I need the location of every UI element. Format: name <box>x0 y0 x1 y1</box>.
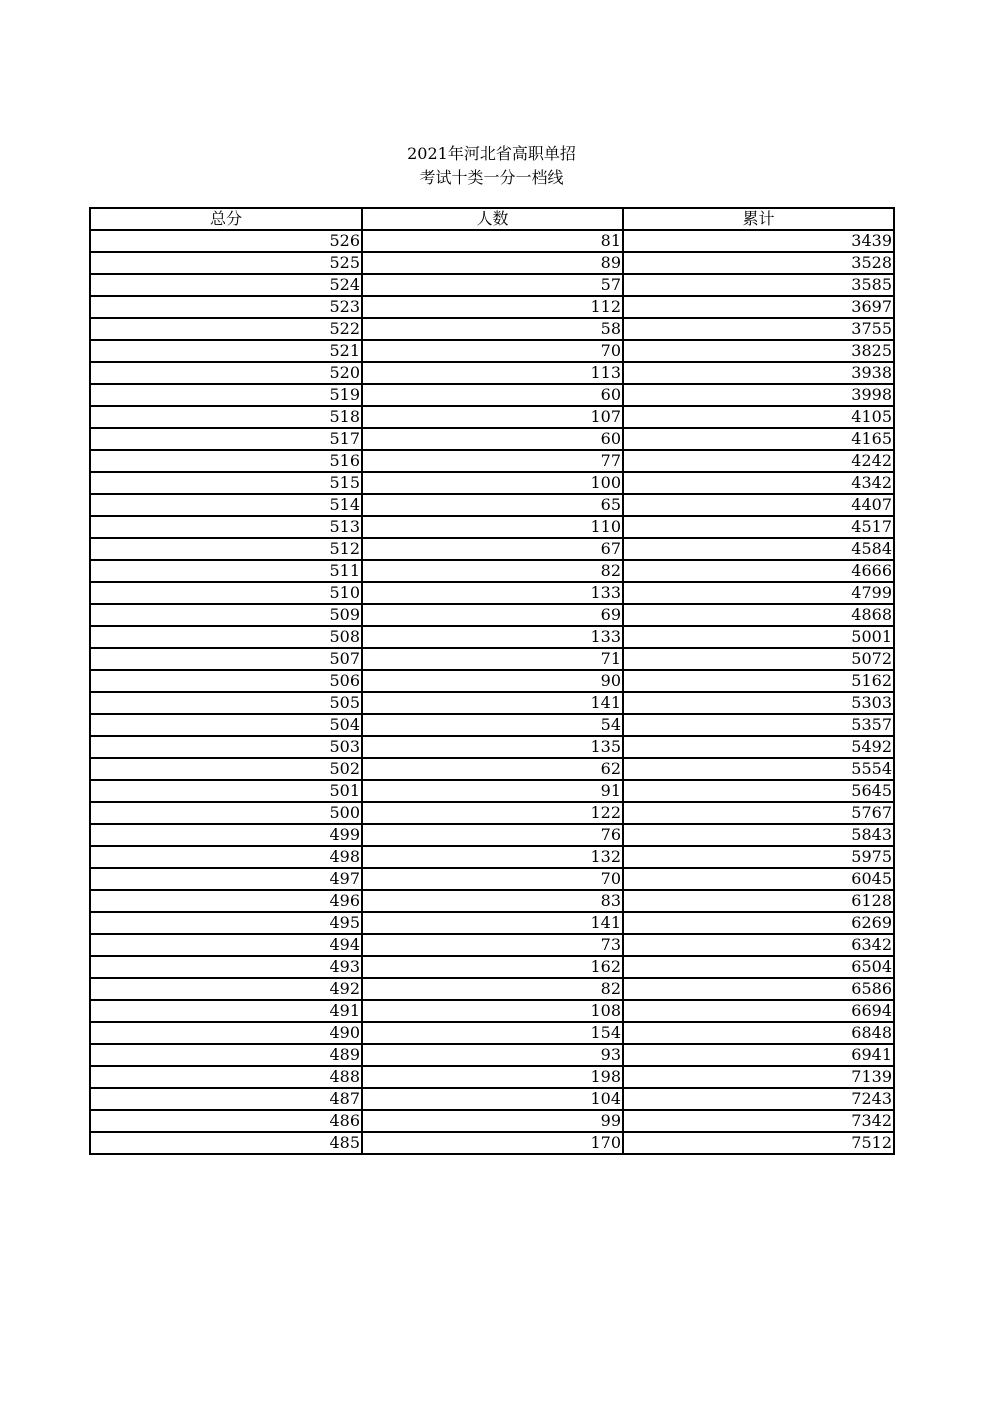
table-row <box>90 516 894 538</box>
cell-cumulative: 7243 <box>623 1088 894 1110</box>
cell-count: 57 <box>362 274 623 296</box>
cell-count: 104 <box>362 1088 623 1110</box>
cell-count: 93 <box>362 1044 623 1066</box>
table-row <box>90 362 894 384</box>
table-row <box>90 384 894 406</box>
cell-cumulative: 4799 <box>623 582 894 604</box>
cell-total-score: 499 <box>90 824 362 846</box>
score-distribution-table <box>89 207 895 1155</box>
table-row <box>90 318 894 340</box>
cell-count: 113 <box>362 362 623 384</box>
cell-total-score: 519 <box>90 384 362 406</box>
cell-total-score: 486 <box>90 1110 362 1132</box>
table-row <box>90 692 894 714</box>
cell-cumulative: 5767 <box>623 802 894 824</box>
cell-count: 198 <box>362 1066 623 1088</box>
cell-count: 67 <box>362 538 623 560</box>
cell-total-score: 526 <box>90 230 362 252</box>
title-line-2: 考试十类一分一档线 <box>419 168 564 187</box>
table-row <box>90 450 894 472</box>
cell-cumulative: 5072 <box>623 648 894 670</box>
cell-cumulative: 4242 <box>623 450 894 472</box>
cell-total-score: 495 <box>90 912 362 934</box>
table-row <box>90 648 894 670</box>
table-row <box>90 802 894 824</box>
cell-total-score: 503 <box>90 736 362 758</box>
cell-total-score: 511 <box>90 560 362 582</box>
cell-total-score: 500 <box>90 802 362 824</box>
cell-count: 73 <box>362 934 623 956</box>
cell-cumulative: 3998 <box>623 384 894 406</box>
cell-total-score: 494 <box>90 934 362 956</box>
table-row <box>90 1132 894 1154</box>
cell-total-score: 496 <box>90 890 362 912</box>
cell-count: 107 <box>362 406 623 428</box>
table-row <box>90 978 894 1000</box>
cell-count: 54 <box>362 714 623 736</box>
header-total-score: 总分 <box>90 208 362 230</box>
title-line-1: 2021年河北省高职单招 <box>407 144 576 163</box>
cell-total-score: 517 <box>90 428 362 450</box>
cell-cumulative: 5357 <box>623 714 894 736</box>
cell-cumulative: 7342 <box>623 1110 894 1132</box>
cell-count: 65 <box>362 494 623 516</box>
cell-total-score: 497 <box>90 868 362 890</box>
cell-total-score: 516 <box>90 450 362 472</box>
cell-count: 76 <box>362 824 623 846</box>
cell-total-score: 492 <box>90 978 362 1000</box>
cell-count: 71 <box>362 648 623 670</box>
table-row <box>90 780 894 802</box>
cell-cumulative: 6848 <box>623 1022 894 1044</box>
cell-cumulative: 3439 <box>623 230 894 252</box>
cell-count: 141 <box>362 912 623 934</box>
cell-cumulative: 5645 <box>623 780 894 802</box>
table-row <box>90 758 894 780</box>
table-row <box>90 1066 894 1088</box>
table-row <box>90 1000 894 1022</box>
cell-total-score: 523 <box>90 296 362 318</box>
cell-cumulative: 3528 <box>623 252 894 274</box>
table-row <box>90 890 894 912</box>
cell-total-score: 502 <box>90 758 362 780</box>
table-row <box>90 714 894 736</box>
table-row <box>90 824 894 846</box>
cell-cumulative: 5492 <box>623 736 894 758</box>
cell-count: 133 <box>362 582 623 604</box>
table-row <box>90 560 894 582</box>
table-header-row <box>90 208 894 230</box>
cell-count: 132 <box>362 846 623 868</box>
cell-total-score: 520 <box>90 362 362 384</box>
cell-total-score: 510 <box>90 582 362 604</box>
cell-cumulative: 3938 <box>623 362 894 384</box>
cell-total-score: 508 <box>90 626 362 648</box>
cell-count: 81 <box>362 230 623 252</box>
cell-total-score: 521 <box>90 340 362 362</box>
cell-cumulative: 3585 <box>623 274 894 296</box>
cell-cumulative: 3825 <box>623 340 894 362</box>
header-cumulative: 累计 <box>623 208 894 230</box>
cell-count: 82 <box>362 978 623 1000</box>
cell-count: 60 <box>362 428 623 450</box>
table-row <box>90 296 894 318</box>
cell-cumulative: 4584 <box>623 538 894 560</box>
cell-count: 112 <box>362 296 623 318</box>
cell-count: 100 <box>362 472 623 494</box>
cell-count: 91 <box>362 780 623 802</box>
cell-total-score: 491 <box>90 1000 362 1022</box>
table-row <box>90 846 894 868</box>
cell-count: 62 <box>362 758 623 780</box>
cell-cumulative: 5975 <box>623 846 894 868</box>
cell-total-score: 522 <box>90 318 362 340</box>
cell-cumulative: 4165 <box>623 428 894 450</box>
cell-total-score: 524 <box>90 274 362 296</box>
cell-cumulative: 5001 <box>623 626 894 648</box>
cell-cumulative: 6586 <box>623 978 894 1000</box>
cell-count: 69 <box>362 604 623 626</box>
cell-total-score: 515 <box>90 472 362 494</box>
cell-total-score: 505 <box>90 692 362 714</box>
cell-count: 141 <box>362 692 623 714</box>
cell-cumulative: 6045 <box>623 868 894 890</box>
cell-cumulative: 7512 <box>623 1132 894 1154</box>
cell-count: 154 <box>362 1022 623 1044</box>
table-row <box>90 494 894 516</box>
document-title <box>90 142 893 190</box>
table-row <box>90 428 894 450</box>
cell-total-score: 506 <box>90 670 362 692</box>
cell-count: 60 <box>362 384 623 406</box>
table-body <box>90 230 894 1154</box>
cell-count: 58 <box>362 318 623 340</box>
header-count: 人数 <box>362 208 623 230</box>
cell-count: 70 <box>362 868 623 890</box>
cell-count: 89 <box>362 252 623 274</box>
table-row <box>90 538 894 560</box>
table-row <box>90 912 894 934</box>
table-row <box>90 472 894 494</box>
cell-cumulative: 4105 <box>623 406 894 428</box>
table-row <box>90 340 894 362</box>
table-row <box>90 1088 894 1110</box>
table-row <box>90 736 894 758</box>
cell-count: 83 <box>362 890 623 912</box>
cell-total-score: 507 <box>90 648 362 670</box>
table-row <box>90 626 894 648</box>
cell-cumulative: 4342 <box>623 472 894 494</box>
cell-total-score: 513 <box>90 516 362 538</box>
cell-count: 82 <box>362 560 623 582</box>
cell-cumulative: 5162 <box>623 670 894 692</box>
cell-cumulative: 4517 <box>623 516 894 538</box>
table-row <box>90 604 894 626</box>
cell-cumulative: 6504 <box>623 956 894 978</box>
cell-cumulative: 3755 <box>623 318 894 340</box>
cell-cumulative: 7139 <box>623 1066 894 1088</box>
cell-total-score: 485 <box>90 1132 362 1154</box>
table-row <box>90 956 894 978</box>
table-row <box>90 252 894 274</box>
cell-count: 122 <box>362 802 623 824</box>
cell-cumulative: 5843 <box>623 824 894 846</box>
cell-total-score: 490 <box>90 1022 362 1044</box>
cell-total-score: 488 <box>90 1066 362 1088</box>
table-row <box>90 1022 894 1044</box>
cell-total-score: 525 <box>90 252 362 274</box>
cell-count: 133 <box>362 626 623 648</box>
cell-cumulative: 4407 <box>623 494 894 516</box>
cell-total-score: 501 <box>90 780 362 802</box>
cell-count: 77 <box>362 450 623 472</box>
cell-cumulative: 5554 <box>623 758 894 780</box>
cell-total-score: 514 <box>90 494 362 516</box>
cell-total-score: 489 <box>90 1044 362 1066</box>
cell-cumulative: 6694 <box>623 1000 894 1022</box>
table-row <box>90 934 894 956</box>
cell-count: 162 <box>362 956 623 978</box>
cell-total-score: 493 <box>90 956 362 978</box>
cell-cumulative: 6128 <box>623 890 894 912</box>
table-row <box>90 1110 894 1132</box>
cell-count: 99 <box>362 1110 623 1132</box>
table-row <box>90 274 894 296</box>
cell-total-score: 509 <box>90 604 362 626</box>
cell-cumulative: 3697 <box>623 296 894 318</box>
table-row <box>90 1044 894 1066</box>
table-row <box>90 868 894 890</box>
cell-cumulative: 6342 <box>623 934 894 956</box>
cell-cumulative: 4868 <box>623 604 894 626</box>
table-row <box>90 670 894 692</box>
cell-total-score: 487 <box>90 1088 362 1110</box>
cell-count: 170 <box>362 1132 623 1154</box>
cell-count: 70 <box>362 340 623 362</box>
cell-count: 108 <box>362 1000 623 1022</box>
cell-cumulative: 6941 <box>623 1044 894 1066</box>
cell-count: 90 <box>362 670 623 692</box>
table-row <box>90 406 894 428</box>
table-row <box>90 582 894 604</box>
cell-cumulative: 5303 <box>623 692 894 714</box>
cell-cumulative: 4666 <box>623 560 894 582</box>
cell-cumulative: 6269 <box>623 912 894 934</box>
table-row <box>90 230 894 252</box>
cell-count: 135 <box>362 736 623 758</box>
cell-total-score: 512 <box>90 538 362 560</box>
cell-total-score: 518 <box>90 406 362 428</box>
cell-total-score: 504 <box>90 714 362 736</box>
cell-count: 110 <box>362 516 623 538</box>
cell-total-score: 498 <box>90 846 362 868</box>
